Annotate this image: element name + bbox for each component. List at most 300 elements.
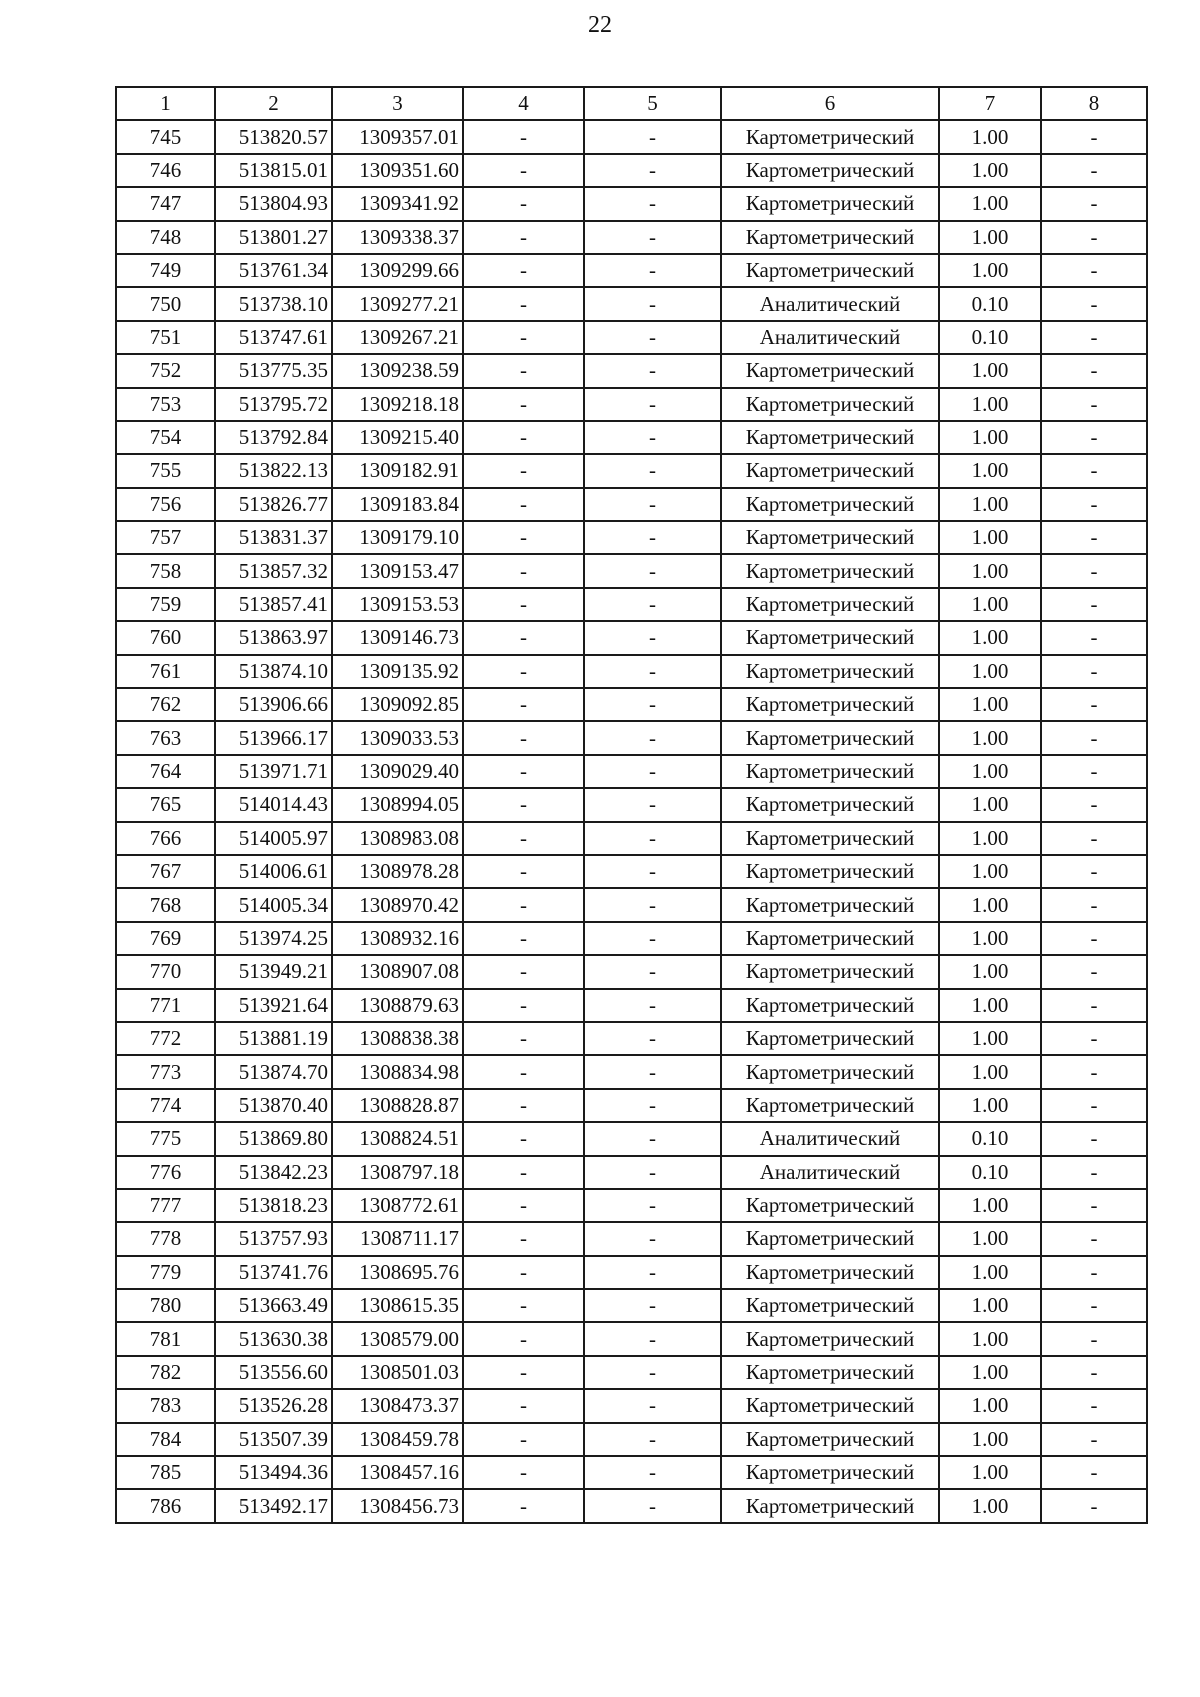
point-number-cell: 762: [116, 688, 215, 721]
accuracy-cell: 1.00: [939, 1022, 1041, 1055]
accuracy-cell: 1.00: [939, 855, 1041, 888]
x-coordinate-cell: 513921.64: [215, 989, 332, 1022]
table-row: [116, 221, 1147, 254]
table-row: [116, 955, 1147, 988]
x-coordinate-cell: 513881.19: [215, 1022, 332, 1055]
y-coordinate-cell: 1309218.18: [332, 388, 463, 421]
x-coordinate-cell: 513874.70: [215, 1055, 332, 1088]
accuracy-cell: 1.00: [939, 888, 1041, 921]
point-number-cell: 773: [116, 1055, 215, 1088]
column-4-cell: -: [463, 721, 584, 754]
y-coordinate-cell: 1308473.37: [332, 1389, 463, 1422]
method-cell: Картометрический: [721, 221, 939, 254]
column-8-cell: -: [1041, 1356, 1147, 1389]
accuracy-cell: 1.00: [939, 554, 1041, 587]
method-cell: Картометрический: [721, 1423, 939, 1456]
column-5-cell: -: [584, 1322, 721, 1355]
accuracy-cell: 1.00: [939, 354, 1041, 387]
x-coordinate-cell: 513775.35: [215, 354, 332, 387]
column-8-cell: -: [1041, 287, 1147, 320]
accuracy-cell: 0.10: [939, 1122, 1041, 1155]
column-5-cell: -: [584, 855, 721, 888]
method-cell: Картометрический: [721, 1389, 939, 1422]
page-number: 22: [588, 12, 612, 38]
accuracy-cell: 1.00: [939, 120, 1041, 153]
column-4-cell: -: [463, 488, 584, 521]
column-8-cell: -: [1041, 1389, 1147, 1422]
column-5-cell: -: [584, 655, 721, 688]
y-coordinate-cell: 1309341.92: [332, 187, 463, 220]
y-coordinate-cell: 1308978.28: [332, 855, 463, 888]
column-4-cell: -: [463, 855, 584, 888]
y-coordinate-cell: 1308457.16: [332, 1456, 463, 1489]
y-coordinate-cell: 1308579.00: [332, 1322, 463, 1355]
column-5-cell: -: [584, 1022, 721, 1055]
column-header-1: 1: [116, 87, 215, 120]
column-4-cell: -: [463, 1089, 584, 1122]
column-4-cell: -: [463, 1389, 584, 1422]
method-cell: Картометрический: [721, 1189, 939, 1222]
accuracy-cell: 1.00: [939, 1456, 1041, 1489]
method-cell: Картометрический: [721, 1256, 939, 1289]
point-number-cell: 775: [116, 1122, 215, 1155]
method-cell: Аналитический: [721, 1156, 939, 1189]
point-number-cell: 776: [116, 1156, 215, 1189]
table-row: [116, 554, 1147, 587]
method-cell: Картометрический: [721, 154, 939, 187]
column-header-2: 2: [215, 87, 332, 120]
method-cell: Картометрический: [721, 822, 939, 855]
column-8-cell: -: [1041, 154, 1147, 187]
column-4-cell: -: [463, 554, 584, 587]
x-coordinate-cell: 513492.17: [215, 1489, 332, 1522]
point-number-cell: 750: [116, 287, 215, 320]
method-cell: Картометрический: [721, 989, 939, 1022]
accuracy-cell: 1.00: [939, 521, 1041, 554]
point-number-cell: 753: [116, 388, 215, 421]
column-8-cell: -: [1041, 1289, 1147, 1322]
method-cell: Картометрический: [721, 1489, 939, 1522]
column-5-cell: -: [584, 955, 721, 988]
table-row: [116, 321, 1147, 354]
point-number-cell: 758: [116, 554, 215, 587]
accuracy-cell: 1.00: [939, 989, 1041, 1022]
y-coordinate-cell: 1309182.91: [332, 454, 463, 487]
column-5-cell: -: [584, 254, 721, 287]
method-cell: Картометрический: [721, 755, 939, 788]
column-8-cell: -: [1041, 1222, 1147, 1255]
method-cell: Картометрический: [721, 922, 939, 955]
method-cell: Аналитический: [721, 321, 939, 354]
accuracy-cell: 1.00: [939, 588, 1041, 621]
x-coordinate-cell: 513741.76: [215, 1256, 332, 1289]
accuracy-cell: 1.00: [939, 1489, 1041, 1522]
x-coordinate-cell: 513630.38: [215, 1322, 332, 1355]
column-5-cell: -: [584, 1389, 721, 1422]
table-row: [116, 1456, 1147, 1489]
x-coordinate-cell: 513818.23: [215, 1189, 332, 1222]
table-row: [116, 254, 1147, 287]
column-8-cell: -: [1041, 1189, 1147, 1222]
accuracy-cell: 1.00: [939, 1222, 1041, 1255]
column-8-cell: -: [1041, 554, 1147, 587]
point-number-cell: 761: [116, 655, 215, 688]
column-8-cell: -: [1041, 955, 1147, 988]
point-number-cell: 748: [116, 221, 215, 254]
column-8-cell: -: [1041, 221, 1147, 254]
table-header-row: [116, 87, 1147, 120]
column-4-cell: -: [463, 588, 584, 621]
column-5-cell: -: [584, 1256, 721, 1289]
method-cell: Картометрический: [721, 621, 939, 654]
y-coordinate-cell: 1308838.38: [332, 1022, 463, 1055]
column-5-cell: -: [584, 1055, 721, 1088]
table-row: [116, 521, 1147, 554]
x-coordinate-cell: 513906.66: [215, 688, 332, 721]
point-number-cell: 779: [116, 1256, 215, 1289]
x-coordinate-cell: 513826.77: [215, 488, 332, 521]
column-4-cell: -: [463, 454, 584, 487]
x-coordinate-cell: 513494.36: [215, 1456, 332, 1489]
x-coordinate-cell: 513507.39: [215, 1423, 332, 1456]
accuracy-cell: 1.00: [939, 1189, 1041, 1222]
y-coordinate-cell: 1308932.16: [332, 922, 463, 955]
y-coordinate-cell: 1309183.84: [332, 488, 463, 521]
method-cell: Картометрический: [721, 421, 939, 454]
method-cell: Картометрический: [721, 655, 939, 688]
y-coordinate-cell: 1308824.51: [332, 1122, 463, 1155]
x-coordinate-cell: 513526.28: [215, 1389, 332, 1422]
column-5-cell: -: [584, 321, 721, 354]
method-cell: Картометрический: [721, 488, 939, 521]
point-number-cell: 760: [116, 621, 215, 654]
x-coordinate-cell: 513831.37: [215, 521, 332, 554]
point-number-cell: 752: [116, 354, 215, 387]
point-number-cell: 784: [116, 1423, 215, 1456]
x-coordinate-cell: 513949.21: [215, 955, 332, 988]
column-4-cell: -: [463, 120, 584, 153]
column-5-cell: -: [584, 554, 721, 587]
x-coordinate-cell: 513747.61: [215, 321, 332, 354]
method-cell: Картометрический: [721, 388, 939, 421]
y-coordinate-cell: 1309146.73: [332, 621, 463, 654]
table-row: [116, 788, 1147, 821]
column-4-cell: -: [463, 1156, 584, 1189]
y-coordinate-cell: 1308459.78: [332, 1423, 463, 1456]
point-number-cell: 754: [116, 421, 215, 454]
column-5-cell: -: [584, 989, 721, 1022]
column-8-cell: -: [1041, 1022, 1147, 1055]
method-cell: Картометрический: [721, 855, 939, 888]
table-row: [116, 1389, 1147, 1422]
table-row: [116, 1322, 1147, 1355]
x-coordinate-cell: 513974.25: [215, 922, 332, 955]
method-cell: Картометрический: [721, 454, 939, 487]
x-coordinate-cell: 513556.60: [215, 1356, 332, 1389]
point-number-cell: 777: [116, 1189, 215, 1222]
x-coordinate-cell: 514014.43: [215, 788, 332, 821]
column-4-cell: -: [463, 1189, 584, 1222]
method-cell: Картометрический: [721, 120, 939, 153]
method-cell: Картометрический: [721, 1456, 939, 1489]
column-8-cell: -: [1041, 488, 1147, 521]
accuracy-cell: 1.00: [939, 788, 1041, 821]
column-header-6: 6: [721, 87, 939, 120]
table-row: [116, 421, 1147, 454]
column-4-cell: -: [463, 888, 584, 921]
column-4-cell: -: [463, 1289, 584, 1322]
accuracy-cell: 1.00: [939, 1089, 1041, 1122]
table-row: [116, 1156, 1147, 1189]
x-coordinate-cell: 513870.40: [215, 1089, 332, 1122]
column-8-cell: -: [1041, 321, 1147, 354]
table-row: [116, 154, 1147, 187]
column-4-cell: -: [463, 688, 584, 721]
method-cell: Аналитический: [721, 287, 939, 320]
point-number-cell: 774: [116, 1089, 215, 1122]
column-5-cell: -: [584, 388, 721, 421]
y-coordinate-cell: 1308615.35: [332, 1289, 463, 1322]
table-row: [116, 1489, 1147, 1522]
point-number-cell: 768: [116, 888, 215, 921]
table-row: [116, 454, 1147, 487]
accuracy-cell: 1.00: [939, 1055, 1041, 1088]
column-8-cell: -: [1041, 1423, 1147, 1456]
column-5-cell: -: [584, 1222, 721, 1255]
column-8-cell: -: [1041, 788, 1147, 821]
column-header-7: 7: [939, 87, 1041, 120]
point-number-cell: 751: [116, 321, 215, 354]
y-coordinate-cell: 1309267.21: [332, 321, 463, 354]
column-8-cell: -: [1041, 521, 1147, 554]
column-5-cell: -: [584, 755, 721, 788]
column-8-cell: -: [1041, 1156, 1147, 1189]
column-4-cell: -: [463, 922, 584, 955]
column-5-cell: -: [584, 1456, 721, 1489]
y-coordinate-cell: 1309215.40: [332, 421, 463, 454]
accuracy-cell: 1.00: [939, 1423, 1041, 1456]
method-cell: Картометрический: [721, 955, 939, 988]
table-row: [116, 922, 1147, 955]
column-4-cell: -: [463, 655, 584, 688]
table-row: [116, 287, 1147, 320]
column-4-cell: -: [463, 1456, 584, 1489]
column-4-cell: -: [463, 1356, 584, 1389]
point-number-cell: 755: [116, 454, 215, 487]
column-8-cell: -: [1041, 120, 1147, 153]
column-4-cell: -: [463, 1256, 584, 1289]
accuracy-cell: 1.00: [939, 922, 1041, 955]
x-coordinate-cell: 513971.71: [215, 755, 332, 788]
column-8-cell: -: [1041, 721, 1147, 754]
point-number-cell: 781: [116, 1322, 215, 1355]
x-coordinate-cell: 513815.01: [215, 154, 332, 187]
column-5-cell: -: [584, 421, 721, 454]
table-row: [116, 1055, 1147, 1088]
point-number-cell: 766: [116, 822, 215, 855]
table-row: [116, 1222, 1147, 1255]
table-row: [116, 388, 1147, 421]
column-4-cell: -: [463, 1489, 584, 1522]
x-coordinate-cell: 513663.49: [215, 1289, 332, 1322]
column-5-cell: -: [584, 354, 721, 387]
method-cell: Картометрический: [721, 1022, 939, 1055]
method-cell: Картометрический: [721, 354, 939, 387]
method-cell: Картометрический: [721, 1055, 939, 1088]
x-coordinate-cell: 513822.13: [215, 454, 332, 487]
x-coordinate-cell: 513761.34: [215, 254, 332, 287]
column-8-cell: -: [1041, 388, 1147, 421]
method-cell: Картометрический: [721, 588, 939, 621]
accuracy-cell: 1.00: [939, 1389, 1041, 1422]
accuracy-cell: 1.00: [939, 621, 1041, 654]
column-8-cell: -: [1041, 187, 1147, 220]
accuracy-cell: 1.00: [939, 388, 1041, 421]
column-8-cell: -: [1041, 855, 1147, 888]
accuracy-cell: 1.00: [939, 488, 1041, 521]
column-8-cell: -: [1041, 354, 1147, 387]
column-8-cell: -: [1041, 421, 1147, 454]
y-coordinate-cell: 1308970.42: [332, 888, 463, 921]
column-8-cell: -: [1041, 922, 1147, 955]
x-coordinate-cell: 514005.97: [215, 822, 332, 855]
column-5-cell: -: [584, 488, 721, 521]
method-cell: Картометрический: [721, 521, 939, 554]
accuracy-cell: 0.10: [939, 287, 1041, 320]
column-5-cell: -: [584, 1356, 721, 1389]
column-8-cell: -: [1041, 454, 1147, 487]
table-body: [116, 120, 1147, 1522]
y-coordinate-cell: 1309135.92: [332, 655, 463, 688]
point-number-cell: 746: [116, 154, 215, 187]
accuracy-cell: 1.00: [939, 421, 1041, 454]
column-4-cell: -: [463, 187, 584, 220]
point-number-cell: 756: [116, 488, 215, 521]
column-5-cell: -: [584, 120, 721, 153]
x-coordinate-cell: 513869.80: [215, 1122, 332, 1155]
column-4-cell: -: [463, 321, 584, 354]
column-5-cell: -: [584, 588, 721, 621]
method-cell: Картометрический: [721, 688, 939, 721]
column-5-cell: -: [584, 1156, 721, 1189]
method-cell: Картометрический: [721, 1222, 939, 1255]
column-8-cell: -: [1041, 1089, 1147, 1122]
column-4-cell: -: [463, 1122, 584, 1155]
y-coordinate-cell: 1308907.08: [332, 955, 463, 988]
table-row: [116, 588, 1147, 621]
method-cell: Картометрический: [721, 554, 939, 587]
column-4-cell: -: [463, 1322, 584, 1355]
method-cell: Картометрический: [721, 187, 939, 220]
x-coordinate-cell: 513738.10: [215, 287, 332, 320]
y-coordinate-cell: 1309351.60: [332, 154, 463, 187]
coordinates-table: [115, 86, 1148, 1524]
table-row: [116, 621, 1147, 654]
column-4-cell: -: [463, 221, 584, 254]
column-header-4: 4: [463, 87, 584, 120]
x-coordinate-cell: 513804.93: [215, 187, 332, 220]
y-coordinate-cell: 1308834.98: [332, 1055, 463, 1088]
table-row: [116, 1423, 1147, 1456]
column-header-5: 5: [584, 87, 721, 120]
column-4-cell: -: [463, 755, 584, 788]
y-coordinate-cell: 1308695.76: [332, 1256, 463, 1289]
column-5-cell: -: [584, 788, 721, 821]
table-row: [116, 120, 1147, 153]
table-row: [116, 721, 1147, 754]
x-coordinate-cell: 513966.17: [215, 721, 332, 754]
accuracy-cell: 1.00: [939, 1256, 1041, 1289]
column-4-cell: -: [463, 989, 584, 1022]
column-8-cell: -: [1041, 1256, 1147, 1289]
column-8-cell: -: [1041, 1322, 1147, 1355]
point-number-cell: 772: [116, 1022, 215, 1055]
x-coordinate-cell: 513842.23: [215, 1156, 332, 1189]
point-number-cell: 745: [116, 120, 215, 153]
accuracy-cell: 1.00: [939, 822, 1041, 855]
method-cell: Картометрический: [721, 1322, 939, 1355]
column-5-cell: -: [584, 521, 721, 554]
x-coordinate-cell: 513801.27: [215, 221, 332, 254]
y-coordinate-cell: 1309299.66: [332, 254, 463, 287]
table-row: [116, 1089, 1147, 1122]
column-5-cell: -: [584, 688, 721, 721]
table-row: [116, 688, 1147, 721]
column-5-cell: -: [584, 888, 721, 921]
column-4-cell: -: [463, 1022, 584, 1055]
table-row: [116, 822, 1147, 855]
point-number-cell: 786: [116, 1489, 215, 1522]
x-coordinate-cell: 513863.97: [215, 621, 332, 654]
y-coordinate-cell: 1309033.53: [332, 721, 463, 754]
accuracy-cell: 1.00: [939, 721, 1041, 754]
y-coordinate-cell: 1308983.08: [332, 822, 463, 855]
column-5-cell: -: [584, 822, 721, 855]
accuracy-cell: 1.00: [939, 955, 1041, 988]
y-coordinate-cell: 1308772.61: [332, 1189, 463, 1222]
point-number-cell: 757: [116, 521, 215, 554]
column-4-cell: -: [463, 1423, 584, 1456]
column-5-cell: -: [584, 721, 721, 754]
column-5-cell: -: [584, 287, 721, 320]
accuracy-cell: 1.00: [939, 688, 1041, 721]
method-cell: Картометрический: [721, 788, 939, 821]
table-row: [116, 855, 1147, 888]
column-4-cell: -: [463, 521, 584, 554]
accuracy-cell: 0.10: [939, 321, 1041, 354]
column-5-cell: -: [584, 1289, 721, 1322]
x-coordinate-cell: 514006.61: [215, 855, 332, 888]
y-coordinate-cell: 1308501.03: [332, 1356, 463, 1389]
column-8-cell: -: [1041, 1489, 1147, 1522]
point-number-cell: 749: [116, 254, 215, 287]
column-5-cell: -: [584, 1122, 721, 1155]
column-8-cell: -: [1041, 1122, 1147, 1155]
point-number-cell: 771: [116, 989, 215, 1022]
y-coordinate-cell: 1309238.59: [332, 354, 463, 387]
accuracy-cell: 1.00: [939, 187, 1041, 220]
method-cell: Аналитический: [721, 1122, 939, 1155]
column-4-cell: -: [463, 955, 584, 988]
column-8-cell: -: [1041, 1456, 1147, 1489]
y-coordinate-cell: 1308797.18: [332, 1156, 463, 1189]
x-coordinate-cell: 513795.72: [215, 388, 332, 421]
column-8-cell: -: [1041, 822, 1147, 855]
point-number-cell: 769: [116, 922, 215, 955]
x-coordinate-cell: 513857.41: [215, 588, 332, 621]
accuracy-cell: 1.00: [939, 655, 1041, 688]
column-4-cell: -: [463, 788, 584, 821]
